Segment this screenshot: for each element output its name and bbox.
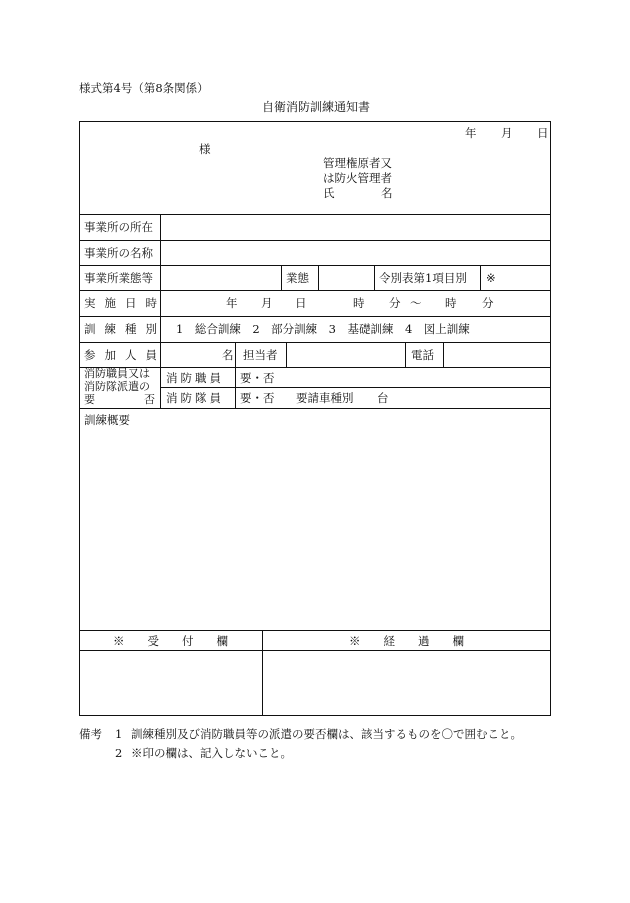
divider xyxy=(79,408,551,409)
manager-line-1: 管理権原者又 xyxy=(323,156,392,170)
participants-unit: 名 xyxy=(222,348,234,362)
label-business-type: 事業所業態等 xyxy=(84,271,153,285)
note-2-text: ※印の欄は、記入しないこと。 xyxy=(131,746,292,760)
label-office-name: 事業所の名称 xyxy=(84,246,153,260)
divider xyxy=(79,240,551,241)
label-date-text: 実施日時 xyxy=(84,296,166,310)
label-training-type: 訓練種別 xyxy=(84,322,166,336)
ordinance-mark: ※ xyxy=(486,271,496,285)
divider xyxy=(318,265,319,290)
name-label-2: 名 xyxy=(381,186,393,200)
label-business-category: 業態 xyxy=(286,271,309,285)
label-phone: 電話 xyxy=(411,348,434,362)
addressee-honorific: 様 xyxy=(199,142,211,156)
date-year: 年 xyxy=(226,296,238,310)
label-vehicle-type: 要請車種別 xyxy=(296,391,354,405)
dispatch-label-3b: 否 xyxy=(144,393,155,406)
date-hour-start: 時 xyxy=(353,296,365,310)
label-overview: 訓練概要 xyxy=(84,413,130,427)
note-1-text: 訓練種別及び消防職員等の派遣の要否欄は、該当するものを〇で囲むこと。 xyxy=(131,727,522,741)
form-table xyxy=(79,121,551,716)
date-hour-end: 時 xyxy=(445,296,457,310)
fire-team-need: 要・否 xyxy=(240,391,275,405)
progress-box-header: ※ 経 過 欄 xyxy=(349,634,464,648)
divider xyxy=(79,342,551,343)
divider xyxy=(374,265,375,290)
dispatch-label-3a: 要 xyxy=(84,393,95,406)
form-title: 自衛消防訓練通知書 xyxy=(262,100,371,114)
divider xyxy=(79,290,551,291)
date-month: 月 xyxy=(261,296,273,310)
label-participants: 参加人員 xyxy=(84,348,166,362)
divider xyxy=(160,214,161,408)
divider xyxy=(79,214,551,215)
divider xyxy=(79,650,551,651)
date-day: 日 xyxy=(295,296,307,310)
label-location: 事業所の所在 xyxy=(84,220,153,234)
header-day: 日 xyxy=(537,126,549,140)
label-ordinance-table: 令別表第1項目別 xyxy=(379,271,467,285)
vehicle-unit: 台 xyxy=(377,391,389,405)
divider xyxy=(281,265,282,290)
dispatch-label-1: 消防職員又は xyxy=(84,367,150,380)
note-2-number: 2 xyxy=(115,746,123,760)
divider xyxy=(79,630,551,631)
notes-label: 備考 xyxy=(79,727,102,741)
fire-staff-need: 要・否 xyxy=(240,371,275,385)
divider xyxy=(160,387,551,388)
header-month: 月 xyxy=(501,126,513,140)
name-label-1: 氏 xyxy=(323,186,335,200)
divider xyxy=(480,265,481,290)
form-number: 様式第4号（第8条関係） xyxy=(79,81,209,95)
dispatch-label-2: 消防隊派遣の xyxy=(84,380,150,393)
reception-box-header: ※ 受 付 欄 xyxy=(113,634,228,648)
note-1-number: 1 xyxy=(115,727,123,741)
label-date xyxy=(84,296,166,310)
divider xyxy=(405,342,406,367)
training-type-options: 1 総合訓練 2 部分訓練 3 基礎訓練 4 図上訓練 xyxy=(176,322,470,336)
date-tilde: ～ xyxy=(410,296,422,310)
divider xyxy=(443,342,444,367)
label-fire-staff: 消防職員 xyxy=(166,371,224,385)
divider xyxy=(286,342,287,367)
date-minute-start: 分 xyxy=(389,296,401,310)
divider xyxy=(79,316,551,317)
label-person-in-charge: 担当者 xyxy=(243,348,278,362)
divider xyxy=(235,342,236,408)
header-year: 年 xyxy=(465,126,477,140)
date-minute-end: 分 xyxy=(482,296,494,310)
label-fire-team: 消防隊員 xyxy=(166,391,224,405)
manager-line-2: は防火管理者 xyxy=(323,171,392,185)
